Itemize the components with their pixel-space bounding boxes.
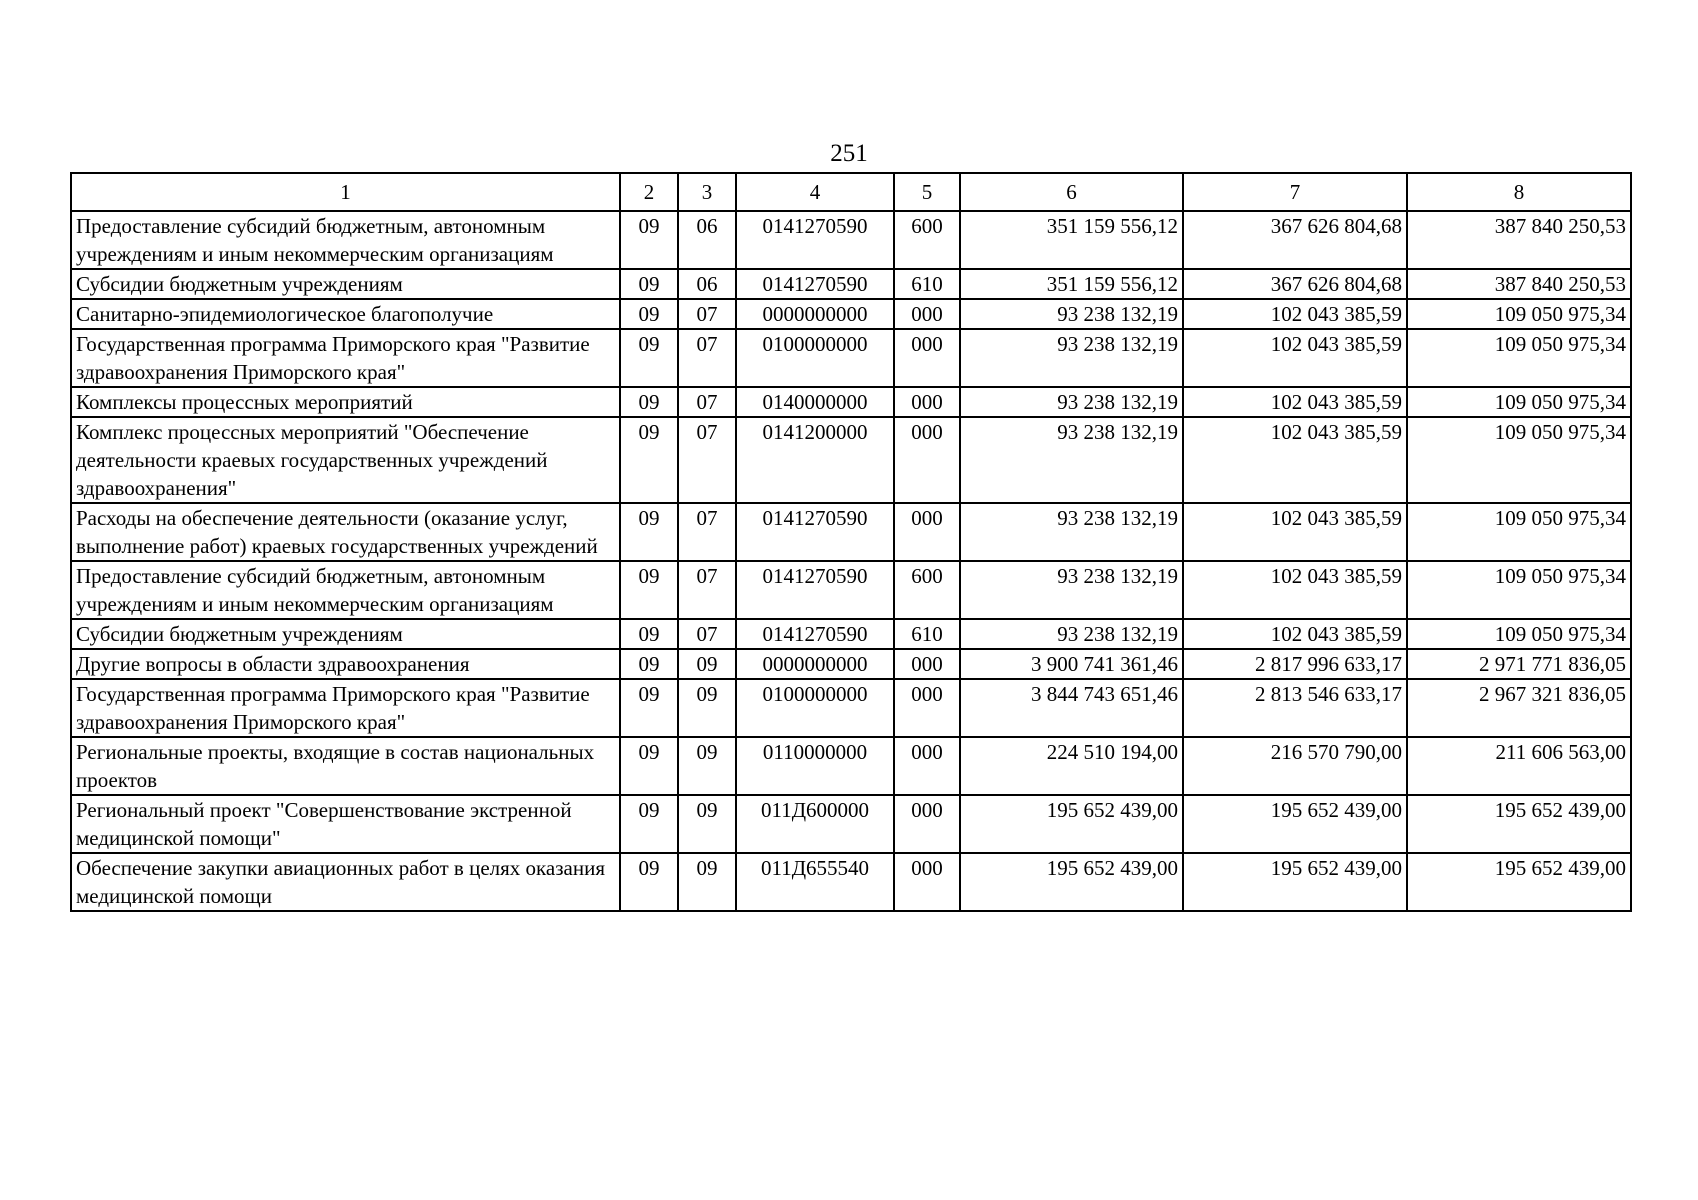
amount-col8-cell: 109 050 975,34 <box>1407 561 1631 619</box>
column-header: 2 <box>620 173 678 211</box>
expense-type-cell: 000 <box>894 387 960 417</box>
subsection-code-cell: 07 <box>678 619 736 649</box>
amount-col6-cell: 3 900 741 361,46 <box>960 649 1183 679</box>
amount-col8-cell: 2 971 771 836,05 <box>1407 649 1631 679</box>
subsection-code-cell: 07 <box>678 561 736 619</box>
amount-col7-cell: 102 043 385,59 <box>1183 329 1407 387</box>
table-row <box>71 329 1631 387</box>
subsection-code-cell: 07 <box>678 387 736 417</box>
subsection-code-cell: 06 <box>678 269 736 299</box>
amount-col6-cell: 3 844 743 651,46 <box>960 679 1183 737</box>
expense-type-cell: 000 <box>894 329 960 387</box>
table-row <box>71 211 1631 269</box>
row-name-cell: Предоставление субсидий бюджетным, автономным учреждениям и иным некоммерческим организациям <box>71 561 620 619</box>
expense-type-cell: 600 <box>894 211 960 269</box>
subsection-code-cell: 07 <box>678 503 736 561</box>
table-row <box>71 795 1631 853</box>
table-row <box>71 737 1631 795</box>
page-number: 251 <box>830 140 868 167</box>
expense-type-cell: 000 <box>894 737 960 795</box>
amount-col8-cell: 109 050 975,34 <box>1407 619 1631 649</box>
target-article-cell: 0141200000 <box>736 417 894 503</box>
target-article-cell: 0110000000 <box>736 737 894 795</box>
section-code-cell: 09 <box>620 503 678 561</box>
section-code-cell: 09 <box>620 649 678 679</box>
target-article-cell: 0000000000 <box>736 299 894 329</box>
section-code-cell: 09 <box>620 619 678 649</box>
expense-type-cell: 000 <box>894 795 960 853</box>
column-header: 1 <box>71 173 620 211</box>
amount-col8-cell: 195 652 439,00 <box>1407 853 1631 911</box>
expense-type-cell: 000 <box>894 679 960 737</box>
amount-col7-cell: 102 043 385,59 <box>1183 417 1407 503</box>
row-name-cell: Предоставление субсидий бюджетным, автономным учреждениям и иным некоммерческим организациям <box>71 211 620 269</box>
column-header: 6 <box>960 173 1183 211</box>
section-code-cell: 09 <box>620 853 678 911</box>
amount-col7-cell: 102 043 385,59 <box>1183 561 1407 619</box>
budget-table <box>70 172 1632 912</box>
subsection-code-cell: 06 <box>678 211 736 269</box>
amount-col8-cell: 109 050 975,34 <box>1407 503 1631 561</box>
amount-col7-cell: 195 652 439,00 <box>1183 853 1407 911</box>
amount-col6-cell: 351 159 556,12 <box>960 211 1183 269</box>
column-header: 3 <box>678 173 736 211</box>
section-code-cell: 09 <box>620 387 678 417</box>
section-code-cell: 09 <box>620 269 678 299</box>
table-row <box>71 853 1631 911</box>
row-name-cell: Государственная программа Приморского края "Развитие здравоохранения Приморского края" <box>71 679 620 737</box>
subsection-code-cell: 09 <box>678 679 736 737</box>
row-name-cell: Другие вопросы в области здравоохранения <box>71 649 620 679</box>
amount-col6-cell: 93 238 132,19 <box>960 299 1183 329</box>
amount-col8-cell: 109 050 975,34 <box>1407 299 1631 329</box>
table-row <box>71 561 1631 619</box>
amount-col8-cell: 387 840 250,53 <box>1407 269 1631 299</box>
target-article-cell: 0140000000 <box>736 387 894 417</box>
amount-col6-cell: 93 238 132,19 <box>960 503 1183 561</box>
table-row <box>71 269 1631 299</box>
table-row <box>71 299 1631 329</box>
subsection-code-cell: 07 <box>678 329 736 387</box>
row-name-cell: Комплексы процессных мероприятий <box>71 387 620 417</box>
subsection-code-cell: 09 <box>678 795 736 853</box>
row-name-cell: Субсидии бюджетным учреждениям <box>71 619 620 649</box>
amount-col6-cell: 195 652 439,00 <box>960 853 1183 911</box>
expense-type-cell: 000 <box>894 649 960 679</box>
amount-col6-cell: 93 238 132,19 <box>960 619 1183 649</box>
amount-col8-cell: 109 050 975,34 <box>1407 417 1631 503</box>
row-name-cell: Региональные проекты, входящие в состав национальных проектов <box>71 737 620 795</box>
target-article-cell: 0100000000 <box>736 679 894 737</box>
column-header: 7 <box>1183 173 1407 211</box>
target-article-cell: 0141270590 <box>736 619 894 649</box>
target-article-cell: 0141270590 <box>736 503 894 561</box>
amount-col7-cell: 216 570 790,00 <box>1183 737 1407 795</box>
row-name-cell: Субсидии бюджетным учреждениям <box>71 269 620 299</box>
row-name-cell: Расходы на обеспечение деятельности (оказание услуг, выполнение работ) краевых государственных учреждений <box>71 503 620 561</box>
table-row <box>71 417 1631 503</box>
amount-col6-cell: 93 238 132,19 <box>960 329 1183 387</box>
row-name-cell: Обеспечение закупки авиационных работ в целях оказания медицинской помощи <box>71 853 620 911</box>
amount-col6-cell: 224 510 194,00 <box>960 737 1183 795</box>
column-header: 4 <box>736 173 894 211</box>
section-code-cell: 09 <box>620 299 678 329</box>
amount-col7-cell: 367 626 804,68 <box>1183 211 1407 269</box>
row-name-cell: Региональный проект "Совершенствование экстренной медицинской помощи" <box>71 795 620 853</box>
table-row <box>71 619 1631 649</box>
amount-col7-cell: 195 652 439,00 <box>1183 795 1407 853</box>
target-article-cell: 011Д600000 <box>736 795 894 853</box>
header-row <box>71 173 1631 211</box>
amount-col7-cell: 2 813 546 633,17 <box>1183 679 1407 737</box>
amount-col6-cell: 93 238 132,19 <box>960 417 1183 503</box>
amount-col7-cell: 2 817 996 633,17 <box>1183 649 1407 679</box>
target-article-cell: 0141270590 <box>736 561 894 619</box>
amount-col7-cell: 367 626 804,68 <box>1183 269 1407 299</box>
expense-type-cell: 610 <box>894 269 960 299</box>
section-code-cell: 09 <box>620 417 678 503</box>
amount-col6-cell: 195 652 439,00 <box>960 795 1183 853</box>
section-code-cell: 09 <box>620 561 678 619</box>
amount-col7-cell: 102 043 385,59 <box>1183 387 1407 417</box>
expense-type-cell: 000 <box>894 503 960 561</box>
table-row <box>71 679 1631 737</box>
amount-col8-cell: 211 606 563,00 <box>1407 737 1631 795</box>
target-article-cell: 0100000000 <box>736 329 894 387</box>
section-code-cell: 09 <box>620 795 678 853</box>
target-article-cell: 0141270590 <box>736 269 894 299</box>
subsection-code-cell: 09 <box>678 649 736 679</box>
table-row <box>71 387 1631 417</box>
expense-type-cell: 000 <box>894 299 960 329</box>
amount-col6-cell: 93 238 132,19 <box>960 561 1183 619</box>
row-name-cell: Государственная программа Приморского края "Развитие здравоохранения Приморского края" <box>71 329 620 387</box>
section-code-cell: 09 <box>620 679 678 737</box>
amount-col7-cell: 102 043 385,59 <box>1183 619 1407 649</box>
amount-col7-cell: 102 043 385,59 <box>1183 299 1407 329</box>
subsection-code-cell: 07 <box>678 299 736 329</box>
column-header: 5 <box>894 173 960 211</box>
row-name-cell: Комплекс процессных мероприятий "Обеспечение деятельности краевых государственных учреждений здравоохранения" <box>71 417 620 503</box>
expense-type-cell: 000 <box>894 853 960 911</box>
section-code-cell: 09 <box>620 329 678 387</box>
amount-col8-cell: 109 050 975,34 <box>1407 329 1631 387</box>
amount-col8-cell: 387 840 250,53 <box>1407 211 1631 269</box>
column-header: 8 <box>1407 173 1631 211</box>
subsection-code-cell: 07 <box>678 417 736 503</box>
subsection-code-cell: 09 <box>678 737 736 795</box>
target-article-cell: 0000000000 <box>736 649 894 679</box>
target-article-cell: 011Д655540 <box>736 853 894 911</box>
amount-col6-cell: 351 159 556,12 <box>960 269 1183 299</box>
target-article-cell: 0141270590 <box>736 211 894 269</box>
table-row <box>71 503 1631 561</box>
expense-type-cell: 000 <box>894 417 960 503</box>
expense-type-cell: 600 <box>894 561 960 619</box>
amount-col6-cell: 93 238 132,19 <box>960 387 1183 417</box>
amount-col8-cell: 2 967 321 836,05 <box>1407 679 1631 737</box>
subsection-code-cell: 09 <box>678 853 736 911</box>
amount-col8-cell: 109 050 975,34 <box>1407 387 1631 417</box>
section-code-cell: 09 <box>620 737 678 795</box>
amount-col7-cell: 102 043 385,59 <box>1183 503 1407 561</box>
expense-type-cell: 610 <box>894 619 960 649</box>
row-name-cell: Санитарно-эпидемиологическое благополучие <box>71 299 620 329</box>
amount-col8-cell: 195 652 439,00 <box>1407 795 1631 853</box>
table-row <box>71 649 1631 679</box>
section-code-cell: 09 <box>620 211 678 269</box>
